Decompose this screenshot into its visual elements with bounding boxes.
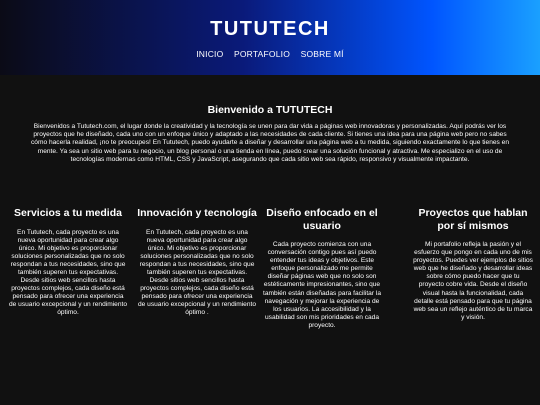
welcome-text: Bienvenidos a Tututech.com, el lugar donde la creatividad y la tecnología se unen para dar vida a páginas web innovadoras y personalizadas. Aquí podrás ver los proyectos que he diseñado, cada uno con un enfoque único y adaptado a las necesidades de cada cliente. Si tienes una idea para una página web pero no sabes cómo hacerla realidad, ¡no te preocupes! En Tututech, puedo ayudarte a diseñar y desarrollar una página web a tu medida, siguiendo exactamente lo que tienes en mente. Ya sea un sitio web para tu negocio, un blog personal o una tienda en línea, puedo crear una solución funcional y atractiva. Me especializo en el uso de tecnologías modernas como HTML, CSS y JavaScript, asegurando que cada sitio web sea rápido, responsivo y visualmente impactante. bbox=[31, 123, 509, 163]
feature-text: En Tututech, cada proyecto es una nueva oportunidad para crear algo único. Mi objetivo es proporcionar soluciones personalizadas que no solo respondan a tus necesidades, sino que también superen tus expectativas. Desde sitios web sencillos hasta proyectos complejos, cada diseño está pensado para ofrecer una experiencia de usuario excepcional y un rendimiento óptimo. bbox=[8, 228, 128, 317]
site-header bbox=[0, 0, 540, 75]
nav-link-portafolio[interactable]: PORTAFOLIO bbox=[234, 49, 291, 59]
feature-title: Diseño enfocado en el usuario bbox=[266, 207, 378, 232]
feature-title: Servicios a tu medida bbox=[14, 207, 122, 219]
site-logo[interactable]: TUTUTECH bbox=[210, 18, 330, 40]
feature-column-proyectos bbox=[413, 207, 533, 322]
feature-text: Mi portafolio refleja la pasión y el esfuerzo que pongo en cada uno de mis proyectos. Puedes ver ejemplos de sitios web que he diseñado y desarrollar ideas sobre cómo puedo hacer que tu proyecto cobre vida. Desde el diseño visual hasta la funcionalidad, cada detalle está pensado para que tu página web sea un reflejo auténtico de tu marca y visión. bbox=[413, 241, 533, 321]
feature-column-innovacion bbox=[137, 207, 257, 318]
nav-link-sobre-mi[interactable]: SOBRE MÍ bbox=[300, 49, 344, 59]
feature-title: Proyectos que hablan por sí mismos bbox=[418, 207, 528, 232]
feature-column-servicios bbox=[8, 207, 128, 318]
welcome-heading: Bienvenido a TUTUTECH bbox=[207, 104, 333, 116]
feature-text: Cada proyecto comienza con una conversación contigo pues así puedo entender tus ideas y objetivos. Este enfoque personalizado me permite diseñar páginas web que no solo son estéticamente impresionantes, sino que también están diseñadas para facilitar la navegación y mejorar la experiencia de los usuarios. La accesibilidad y la usabilidad son mis prioridades en cada proyecto. bbox=[262, 241, 382, 329]
nav-link-inicio[interactable]: INICIO bbox=[196, 49, 224, 59]
main-nav bbox=[0, 49, 540, 59]
feature-column-diseno bbox=[262, 207, 382, 330]
feature-text: En Tututech, cada proyecto es una nueva oportunidad para crear algo único. Mi objetivo es proporcionar soluciones personalizadas que no solo respondan a tus necesidades, sino que también superen tus expectativas. Desde sitios web sencillos hasta proyectos complejos, cada diseño está pensado para ofrecer una experiencia de usuario excepcional y un rendimiento óptimo . bbox=[137, 228, 257, 317]
feature-title: Innovación y tecnología bbox=[137, 207, 257, 219]
